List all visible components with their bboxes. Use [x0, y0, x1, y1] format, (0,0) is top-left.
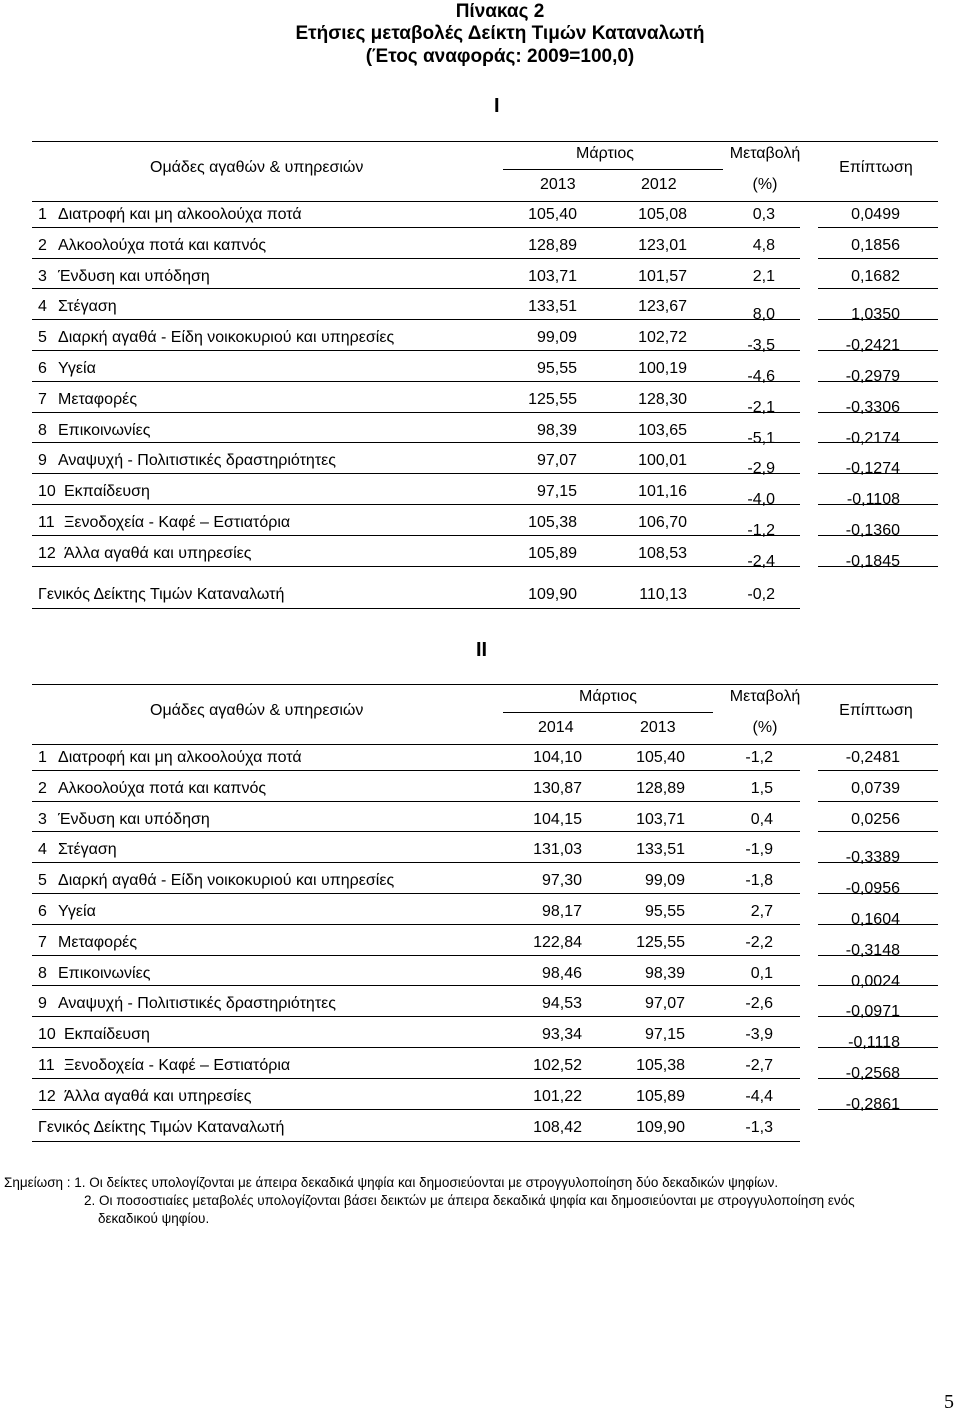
row-value-a: 94,53	[541, 995, 582, 1013]
row-category: Ξενοδοχεία - Καφέ – Εστιατόρια	[64, 514, 291, 531]
total-value-a: 109,90	[528, 585, 577, 603]
row-value-b: 101,57	[638, 267, 687, 285]
row-category: Άλλα αγαθά και υπηρεσίες	[64, 544, 252, 562]
footnotes	[4, 1174, 954, 1228]
row-number: 1	[38, 206, 47, 223]
row-impact: -0,1274	[845, 460, 900, 478]
table-title: Πίνακας 2	[455, 1, 545, 22]
total-value-b: 110,13	[639, 585, 687, 603]
row-category: Στέγαση	[58, 841, 117, 859]
row-value-b: 106,70	[638, 514, 687, 531]
row-number: 5	[38, 329, 47, 347]
row-rule-impact	[818, 1016, 938, 1017]
row-change: -3,5	[747, 337, 775, 355]
row-number: 10	[38, 1026, 56, 1044]
row-rule	[32, 350, 800, 351]
row-number: 11	[38, 1057, 55, 1074]
row-rule	[32, 831, 800, 832]
row-value-a: 98,46	[541, 964, 582, 982]
section-2-label: ΙΙ	[476, 639, 488, 661]
row-category: Εκπαίδευση	[64, 1026, 150, 1044]
row-impact: -0,3389	[845, 849, 900, 867]
row-rule-impact	[818, 473, 938, 474]
row-change: -2,1	[747, 398, 775, 416]
row-rule-impact	[818, 862, 938, 863]
row-category: Διατροφή και μη αλκοολούχα ποτά	[58, 206, 302, 223]
row-number: 11	[38, 514, 55, 531]
row-change: -2,2	[745, 933, 773, 951]
row-value-b: 97,15	[644, 1026, 685, 1044]
row-value-a: 133,51	[528, 298, 577, 316]
column-header-year-b: 2012	[641, 176, 677, 193]
column-header-impact: Επίπτωση	[839, 702, 913, 719]
row-rule-impact	[818, 319, 938, 320]
row-value-a: 97,15	[536, 483, 577, 501]
row-number: 2	[38, 779, 47, 797]
column-header-groups: Ομάδες αγαθών & υπηρεσιών	[150, 159, 364, 176]
row-value-a: 95,55	[536, 360, 577, 377]
row-value-b: 99,09	[644, 872, 685, 890]
total-label: Γενικός Δείκτης Τιμών Καταναλωτή	[38, 1118, 285, 1136]
row-value-b: 95,55	[644, 903, 685, 920]
row-impact: 1,0350	[851, 306, 900, 324]
row-value-b: 103,71	[636, 810, 685, 828]
row-value-b: 133,51	[636, 841, 685, 859]
row-rule	[32, 1047, 800, 1048]
row-number: 8	[38, 964, 47, 982]
row-change: 8,0	[752, 306, 775, 324]
header-bottom-rule	[32, 201, 938, 202]
row-rule	[32, 535, 800, 536]
row-change: -1,2	[747, 522, 775, 539]
row-rule	[32, 1078, 800, 1079]
row-value-b: 125,55	[636, 933, 685, 951]
section-1-label: Ι	[494, 95, 500, 117]
row-category: Αλκοολούχα ποτά και καπνός	[58, 236, 267, 254]
row-value-a: 105,38	[528, 514, 577, 531]
row-change: -5,1	[747, 429, 775, 447]
row-category: Μεταφορές	[58, 933, 138, 951]
row-rule-impact	[818, 535, 938, 536]
row-impact: -0,1118	[848, 1034, 900, 1052]
header-top-rule	[32, 684, 938, 685]
row-category: Διατροφή και μη αλκοολούχα ποτά	[58, 749, 302, 766]
row-rule-impact	[818, 412, 938, 413]
row-rule	[32, 288, 800, 289]
table-bottom-rule	[32, 1141, 800, 1142]
row-impact: -0,3306	[845, 398, 900, 416]
row-value-a: 98,39	[536, 421, 577, 439]
row-impact: 0,0739	[851, 779, 900, 797]
row-category: Στέγαση	[58, 298, 117, 316]
row-change: -4,0	[747, 491, 775, 509]
row-category: Εκπαίδευση	[64, 483, 150, 501]
row-rule	[32, 258, 800, 259]
row-rule-impact	[818, 1078, 938, 1079]
row-number: 7	[38, 390, 47, 408]
row-impact: -0,1360	[845, 522, 900, 539]
row-number: 12	[38, 544, 56, 562]
row-impact: -0,2481	[845, 749, 900, 766]
row-value-a: 104,15	[533, 810, 582, 828]
row-value-a: 104,10	[533, 749, 582, 766]
row-change: -4,4	[745, 1087, 773, 1105]
row-value-b: 105,89	[636, 1087, 685, 1105]
row-change: 0,3	[752, 206, 775, 223]
row-change: -2,6	[745, 995, 773, 1013]
row-category: Άλλα αγαθά και υπηρεσίες	[64, 1087, 252, 1105]
table-bottom-rule	[32, 608, 800, 609]
row-value-a: 93,34	[541, 1026, 582, 1044]
row-rule-impact	[818, 504, 938, 505]
footnote-label: Σημείωση :	[4, 1175, 75, 1190]
row-rule	[32, 442, 800, 443]
row-rule	[32, 504, 800, 505]
row-value-a: 125,55	[528, 390, 577, 408]
row-impact: 0,0499	[851, 206, 900, 223]
row-rule	[32, 801, 800, 802]
column-header-month: Μάρτιος	[576, 145, 634, 162]
header-month-rule	[503, 712, 713, 713]
row-change: -1,8	[745, 872, 773, 890]
row-impact: 0,0024	[851, 972, 900, 990]
footnote-1: 1. Οι δείκτες υπολογίζονται με άπειρα δεκαδικά ψηφία και δημοσιεύονται με στρογγυλοποίηση δύο δεκαδικών ψηφίων.	[74, 1175, 779, 1190]
row-value-a: 97,07	[536, 452, 577, 470]
row-category: Επικοινωνίες	[58, 421, 151, 439]
row-number: 4	[38, 841, 47, 859]
footnote-2-continued: δεκαδικού ψηφίου.	[98, 1211, 210, 1226]
row-number: 9	[38, 995, 47, 1013]
row-impact: -0,0971	[845, 1003, 900, 1021]
column-header-groups: Ομάδες αγαθών & υπηρεσιών	[150, 702, 364, 719]
row-impact: -0,2568	[845, 1065, 900, 1082]
row-rule-impact	[818, 831, 938, 832]
row-category: Αλκοολούχα ποτά και καπνός	[58, 779, 267, 797]
column-header-change-unit: (%)	[752, 719, 778, 736]
row-rule-impact	[818, 801, 938, 802]
row-impact: -0,3148	[845, 941, 900, 959]
row-value-b: 105,38	[636, 1057, 685, 1074]
row-rule-impact	[818, 955, 938, 956]
row-rule	[32, 473, 800, 474]
column-header-change-unit: (%)	[752, 176, 778, 193]
row-value-a: 122,84	[533, 933, 582, 951]
row-value-b: 105,08	[638, 206, 687, 223]
row-value-b: 101,16	[638, 483, 687, 501]
row-rule	[32, 412, 800, 413]
row-category: Ένδυση και υπόδηση	[58, 267, 210, 285]
total-change: -0,2	[747, 585, 775, 603]
row-impact: -0,0956	[845, 880, 900, 898]
row-number: 2	[38, 236, 47, 254]
header-bottom-rule	[32, 744, 938, 745]
row-number: 12	[38, 1087, 56, 1105]
row-value-a: 99,09	[536, 329, 577, 347]
row-category: Διαρκή αγαθά - Είδη νοικοκυριού και υπηρεσίες	[58, 872, 395, 890]
row-rule-impact	[818, 350, 938, 351]
row-rule	[32, 893, 800, 894]
row-category: Αναψυχή - Πολιτιστικές δραστηριότητες	[58, 452, 336, 470]
row-value-a: 102,52	[533, 1057, 582, 1074]
row-rule	[32, 955, 800, 956]
row-value-b: 123,67	[638, 298, 687, 316]
row-change: 4,8	[752, 236, 775, 254]
row-change: 1,5	[750, 779, 773, 797]
row-value-b: 97,07	[644, 995, 685, 1013]
row-value-b: 128,89	[636, 779, 685, 797]
row-value-a: 128,89	[528, 236, 577, 254]
row-change: -1,2	[745, 749, 773, 766]
row-value-b: 103,65	[638, 421, 687, 439]
row-value-b: 98,39	[644, 964, 685, 982]
row-rule-impact	[818, 924, 938, 925]
row-rule	[32, 1109, 800, 1110]
row-rule-impact	[818, 381, 938, 382]
total-change: -1,3	[745, 1118, 773, 1136]
table-reference-year: (Έτος αναφοράς: 2009=100,0)	[365, 46, 635, 67]
row-rule-impact	[818, 442, 938, 443]
row-value-a: 103,71	[528, 267, 577, 285]
row-category: Ένδυση και υπόδηση	[58, 810, 210, 828]
row-value-a: 105,89	[528, 544, 577, 562]
row-rule-impact	[818, 1047, 938, 1048]
row-impact: 0,1604	[851, 911, 900, 928]
row-value-b: 100,01	[638, 452, 687, 470]
row-number: 5	[38, 872, 47, 890]
row-value-a: 131,03	[533, 841, 582, 859]
row-value-b: 123,01	[638, 236, 687, 254]
row-change: -2,7	[745, 1057, 773, 1074]
row-value-b: 108,53	[638, 544, 687, 562]
row-impact: -0,1108	[846, 491, 900, 509]
row-number: 9	[38, 452, 47, 470]
column-header-year-a: 2013	[540, 176, 576, 193]
row-rule	[32, 381, 800, 382]
row-impact: 0,1856	[851, 236, 900, 254]
row-category: Ξενοδοχεία - Καφέ – Εστιατόρια	[64, 1057, 291, 1074]
row-value-a: 130,87	[533, 779, 582, 797]
total-value-a: 108,42	[533, 1118, 582, 1136]
row-value-b: 100,19	[638, 360, 687, 377]
row-category: Επικοινωνίες	[58, 964, 151, 982]
row-number: 6	[38, 360, 47, 377]
row-number: 6	[38, 903, 47, 920]
total-label: Γενικός Δείκτης Τιμών Καταναλωτή	[38, 585, 285, 603]
column-header-year-b: 2013	[640, 719, 676, 736]
row-number: 10	[38, 483, 56, 501]
row-rule	[32, 566, 800, 567]
row-rule	[32, 862, 800, 863]
row-impact: 0,1682	[851, 267, 900, 285]
total-value-b: 109,90	[636, 1118, 685, 1136]
row-rule	[32, 319, 800, 320]
row-rule-impact	[818, 258, 938, 259]
column-header-month: Μάρτιος	[579, 688, 637, 705]
row-value-b: 105,40	[636, 749, 685, 766]
row-rule-impact	[818, 227, 938, 228]
row-change: 0,1	[750, 964, 773, 982]
column-header-year-a: 2014	[538, 719, 574, 736]
row-category: Διαρκή αγαθά - Είδη νοικοκυριού και υπηρεσίες	[58, 329, 395, 347]
column-header-impact: Επίπτωση	[839, 159, 913, 176]
row-number: 8	[38, 421, 47, 439]
row-value-a: 97,30	[541, 872, 582, 890]
row-number: 3	[38, 267, 47, 285]
row-impact: -0,2421	[845, 337, 900, 355]
row-value-a: 105,40	[528, 206, 577, 223]
row-value-a: 101,22	[533, 1087, 582, 1105]
row-rule-impact	[818, 566, 938, 567]
row-category: Υγεία	[58, 360, 96, 377]
header-month-rule	[503, 169, 723, 170]
row-change: 2,7	[750, 903, 773, 920]
row-number: 3	[38, 810, 47, 828]
row-category: Μεταφορές	[58, 390, 138, 408]
row-impact: 0,0256	[851, 810, 900, 828]
row-rule-impact	[818, 288, 938, 289]
row-value-a: 98,17	[541, 903, 582, 920]
row-change: -2,4	[747, 552, 775, 570]
row-rule	[32, 985, 800, 986]
row-number: 7	[38, 933, 47, 951]
column-header-change: Μεταβολή	[729, 688, 801, 705]
footnote-2: 2. Οι ποσοστιαίες μεταβολές υπολογίζονται βάσει δεικτών με άπειρα δεκαδικά ψηφία και δημοσιεύονται με στρογγυλοποίηση ενός	[84, 1193, 855, 1208]
row-rule-impact	[818, 893, 938, 894]
page-number: 5	[944, 1391, 954, 1413]
row-change: -3,9	[745, 1026, 773, 1044]
row-category: Αναψυχή - Πολιτιστικές δραστηριότητες	[58, 995, 336, 1013]
row-impact: -0,2861	[845, 1095, 900, 1113]
row-rule	[32, 770, 800, 771]
row-impact: -0,2979	[845, 368, 900, 385]
header-top-rule	[32, 141, 938, 142]
row-value-b: 128,30	[638, 390, 687, 408]
row-rule-impact	[818, 770, 938, 771]
row-category: Υγεία	[58, 903, 96, 920]
row-rule-impact	[818, 985, 938, 986]
row-change: 0,4	[750, 810, 773, 828]
row-value-b: 102,72	[638, 329, 687, 347]
row-change: -2,9	[747, 460, 775, 478]
column-header-change: Μεταβολή	[729, 145, 801, 162]
row-rule	[32, 227, 800, 228]
row-impact: -0,1845	[845, 552, 900, 570]
row-rule	[32, 924, 800, 925]
row-number: 1	[38, 749, 47, 766]
row-change: -1,9	[745, 841, 773, 859]
row-change: 2,1	[752, 267, 775, 285]
row-rule	[32, 1016, 800, 1017]
row-change: -4,6	[747, 368, 775, 385]
table-subtitle: Ετήσιες μεταβολές Δείκτη Τιμών Καταναλωτή	[295, 23, 705, 44]
row-rule-impact	[818, 1109, 938, 1110]
row-number: 4	[38, 298, 47, 316]
row-impact: -0,2174	[845, 429, 900, 447]
